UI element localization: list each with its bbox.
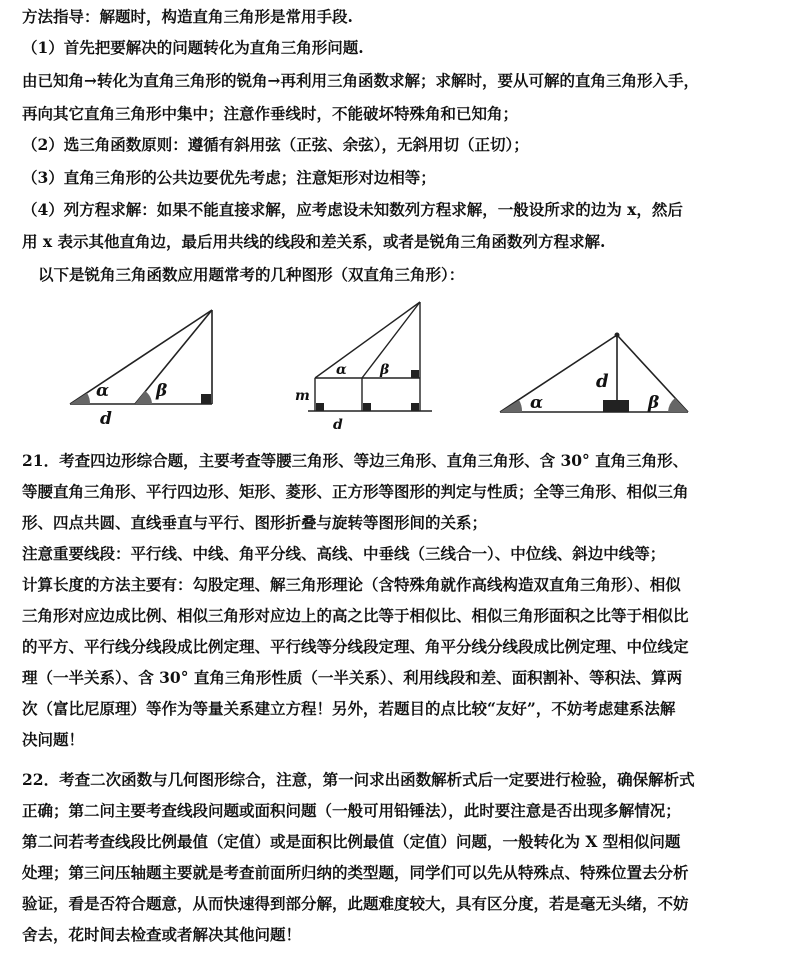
method-step4-line1: （4）列方程求解：如果不能直接求解，应考虑设未知数列方程求解，一般设所求的边为 x，然后 [22,200,683,219]
figures-intro: 以下是锐角三角函数应用题常考的几种图形（双直角三角形）： [38,265,465,284]
fig3-right-angle [603,400,629,412]
fig2-right-angle-right [411,403,419,411]
method-step3: （3）直角三角形的公共边要优先考虑；注意矩形对边相等； [22,168,436,187]
q22-line6: 舍去，花时间去检查或者解决其他问题！ [22,925,302,944]
q22-line1: 22．考查二次函数与几何图形综合，注意，第一问求出函数解析式后一定要进行检验，确保解析式 [22,770,695,789]
q21-line10: 决问题！ [22,730,85,749]
method-label: 方法指导： [22,7,100,26]
fig1-hyp-inner [135,310,212,404]
figure-1 [70,310,212,404]
q22-line4: 处理；第三问压轴题主要就是考查前面所归纳的类型题，同学们可以先从特殊点、特殊位置去分析 [22,863,689,882]
fig2-d-label: d [333,417,343,433]
method-headline: 解题时，构造直角三角形是常用手段. [99,7,353,26]
method-step1-line2: 再向其它直角三角形中集中；注意作垂线时，不能破坏特殊角和已知角； [22,104,519,123]
fig1-beta-label: β [156,381,168,401]
fig3-alpha-label: α [530,393,544,413]
q21-line3: 形、四点共圆、直线垂直与平行、图形折叠与旋转等图形间的关系； [22,513,488,532]
fig3-apex-point [615,333,620,338]
fig1-alpha-arc [70,393,90,404]
q22-line5: 验证，看是否符合题意，从而快速得到部分解，此题难度较大，具有区分度，若是毫无头绪，不妨 [22,894,689,913]
fig2-right-angle-mid [363,403,371,411]
q21-line2: 等腰直角三角形、平行四边形、矩形、菱形、正方形等图形的判定与性质；全等三角形、相似三角 [22,482,689,501]
fig1-hyp-outer [70,310,212,404]
fig2-beta-label: β [380,362,390,378]
q21-line5: 计算长度的方法主要有：勾股定理、解三角形理论（含特殊角就作高线构造双直角三角形）、相似 [22,575,681,594]
fig2-alpha-label: α [336,362,347,378]
q21-line7: 的平方、平行线分线段成比例定理、平行线等分线段定理、角平分线分线段成比例定理、中位线定 [22,637,689,656]
fig1-alpha-label: α [96,381,110,401]
q22-line3: 第二问若考查线段比例最值（定值）或是面积比例最值（定值）问题，一般转化为 X 型相似问题 [22,832,681,851]
method-step2: （2）选三角函数原则：遵循有斜用弦（正弦、余弦），无斜用切（正切）； [22,135,529,154]
fig2-right-angle-left [316,403,324,411]
fig1-right-angle [201,394,211,404]
q22-line2: 正确；第二问主要考查线段问题或面积问题（一般可用铅锤法），此时要注意是否出现多解情况； [22,801,681,820]
fig2-m-label: m [295,388,310,404]
fig2-right-angle-top [411,370,419,378]
fig1-d-label: d [100,409,112,429]
fig3-beta-label: β [648,393,660,413]
figure-3 [500,333,688,413]
q21-line9: 次（富比尼原理）等作为等量关系建立方程！另外，若题目的点比较“友好”，不妨考虑建系法解 [22,699,676,718]
method-heading [22,6,353,28]
fig1-beta-arc [135,391,152,404]
q21-line8: 理（一半关系）、含 30° 直角三角形性质（一半关系）、利用线段和差、面积割补、等积法、算两 [22,668,683,687]
fig3-d-label: d [596,371,609,392]
method-step1-line1: 由已知角→转化为直角三角形的锐角→再利用三角函数求解；求解时，要从可解的直角三角形入手， [22,71,699,90]
fig3-alpha-arc [500,400,522,412]
method-step4-line2: 用 x 表示其他直角边，最后用共线的线段和差关系，或者是锐角三角函数列方程求解. [22,232,606,251]
figure-2 [308,302,432,411]
q21-line4 [22,543,665,565]
figures-area [0,290,792,440]
q21-line6: 三角形对应边成比例、相似三角形对应边上的高之比等于相似比、相似三角形面积之比等于相似比 [22,606,689,625]
fig2-hyp-outer [315,302,420,378]
q21-line1: 21．考查四边形综合题，主要考查等腰三角形、等边三角形、直角三角形、含 30° 直角三角形、 [22,451,689,470]
q21-important-rest: 平行线、中线、角平分线、高线、中垂线（三线合一）、中位线、斜边中线等； [130,544,666,563]
fig2-hyp-inner [362,302,420,378]
method-step1: （1）首先把要解决的问题转化为直角三角形问题. [22,38,364,57]
q21-important-label: 注意重要线段： [22,544,131,563]
